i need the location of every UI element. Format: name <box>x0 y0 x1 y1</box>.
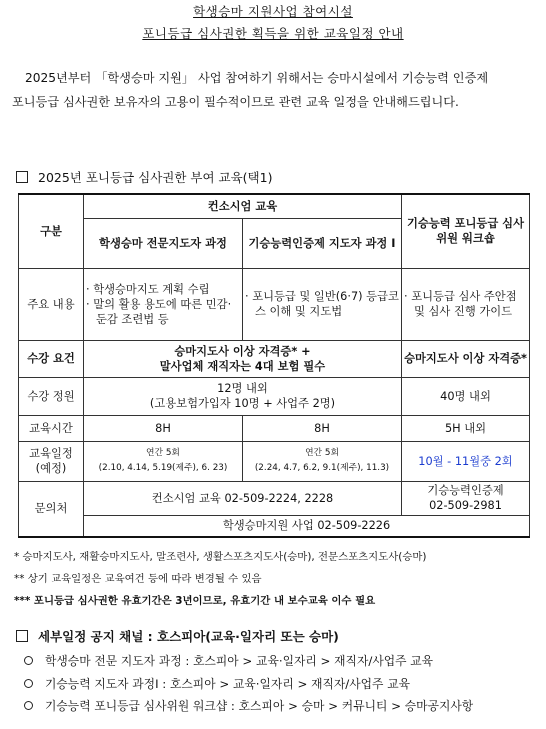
square-bullet-icon <box>16 171 28 183</box>
channel-item: 학생승마 전문 지도자 과정 : 호스피아 > 교육·일자리 > 재직자/사업주 교육 <box>24 652 433 669</box>
schedule-course2: 연간 5회 (2.24, 4.7, 6.2, 9.1(제주), 11.3) <box>243 441 402 481</box>
content-course3 <box>402 268 530 340</box>
channel-item: 기승능력 포니등급 심사위원 워크샵 : 호스피아 > 승마 > 커뮤니티 > 승마공지사항 <box>24 697 473 714</box>
time-course1: 8H <box>84 415 243 441</box>
footnotes <box>14 546 426 612</box>
circle-bullet-icon <box>24 701 33 710</box>
row-label-contact: 문의처 <box>19 481 84 537</box>
contact-consortium: 컨소시엄 교육 02-509-2224, 2228 <box>84 481 402 515</box>
circle-bullet-icon <box>24 679 33 688</box>
requirement-course3: 승마지도사 이상 자격증* <box>402 340 530 377</box>
channel-item: 기승능력 지도자 과정Ⅰ : 호스피아 > 교육·일자리 > 재직자/사업주 교육 <box>24 675 410 692</box>
requirement-consortium: 승마지도사 이상 자격증* + 말사업체 재직자는 4대 보험 필수 <box>84 340 402 377</box>
capacity-consortium: 12명 내외 (고용보험가입자 10명 + 사업주 2명) <box>84 377 402 415</box>
header-gubun: 구분 <box>19 194 84 268</box>
row-label-schedule: 교육일정 (예정) <box>19 441 84 481</box>
square-bullet-icon <box>16 630 28 642</box>
content1-item: · 말의 활용 용도에 따른 민감·둔감 조련법 등 <box>86 297 232 326</box>
schedule-course3: 10월 - 11월중 2회 <box>402 441 530 481</box>
schedule-course1: 연간 5회 (2.10, 4.14, 5.19(제주), 6. 23) <box>84 441 243 481</box>
content3-item: · 포니등급 심사 주안점 및 심사 진행 가이드 <box>404 290 517 318</box>
section-1-heading <box>16 168 272 186</box>
content-course1 <box>84 268 243 340</box>
content-course2 <box>243 268 402 340</box>
row-label-time: 교육시간 <box>19 415 84 441</box>
section-1-title: 2025년 포니등급 심사권한 부여 교육(택1) <box>38 170 273 185</box>
content1-item: · 학생승마지도 계획 수립 <box>86 282 210 296</box>
header-course1: 학생승마 전문지도자 과정 <box>84 218 243 268</box>
intro-paragraph: 2025년부터 「학생승마 지원」 사업 참여하기 위해서는 승마시설에서 기승능력 인증제 포니등급 심사권한 보유자의 고용이 필수적이므로 관련 교육 일정을 안내해드립니다. <box>12 71 489 109</box>
section-2-title: 세부일정 공지 채널 : 호스피아(교육·일자리 또는 승마) <box>38 629 339 644</box>
education-table <box>18 193 530 538</box>
contact-course3: 기승능력인증제 02-509-2981 <box>402 481 530 515</box>
section-2-heading <box>16 627 339 645</box>
content2-item: · 포니등급 및 일반(6·7) 등급코스 이해 및 지도법 <box>245 290 399 318</box>
time-course3: 5H 내외 <box>402 415 530 441</box>
contact-all: 학생승마지원 사업 02-509-2226 <box>84 515 530 537</box>
row-label-capacity: 수강 정원 <box>19 377 84 415</box>
title-line-1: 학생승마 지원사업 참여시설 <box>193 4 353 19</box>
row-label-requirement: 수강 요건 <box>19 340 84 377</box>
circle-bullet-icon <box>24 656 33 665</box>
footnote-1: * 승마지도사, 재활승마지도사, 말조련사, 생활스포츠지도사(승마), 전문스포츠지도사(승마) <box>14 551 427 563</box>
title-line-2: 포니등급 심사권한 획득을 위한 교육일정 안내 <box>142 26 404 41</box>
header-course3: 기승능력 포니등급 심사위원 워크숍 <box>402 194 530 268</box>
header-consortium: 컨소시엄 교육 <box>84 194 402 218</box>
footnote-3: *** 포니등급 심사권한 유효기간은 3년이므로, 유효기간 내 보수교육 이수 필요 <box>14 595 376 607</box>
footnote-2: ** 상기 교육일정은 교육여건 등에 따라 변경될 수 있음 <box>14 573 262 585</box>
row-label-content: 주요 내용 <box>19 268 84 340</box>
capacity-course3: 40명 내외 <box>402 377 530 415</box>
header-course2: 기승능력인증제 지도자 과정 Ⅰ <box>243 218 402 268</box>
time-course2: 8H <box>243 415 402 441</box>
